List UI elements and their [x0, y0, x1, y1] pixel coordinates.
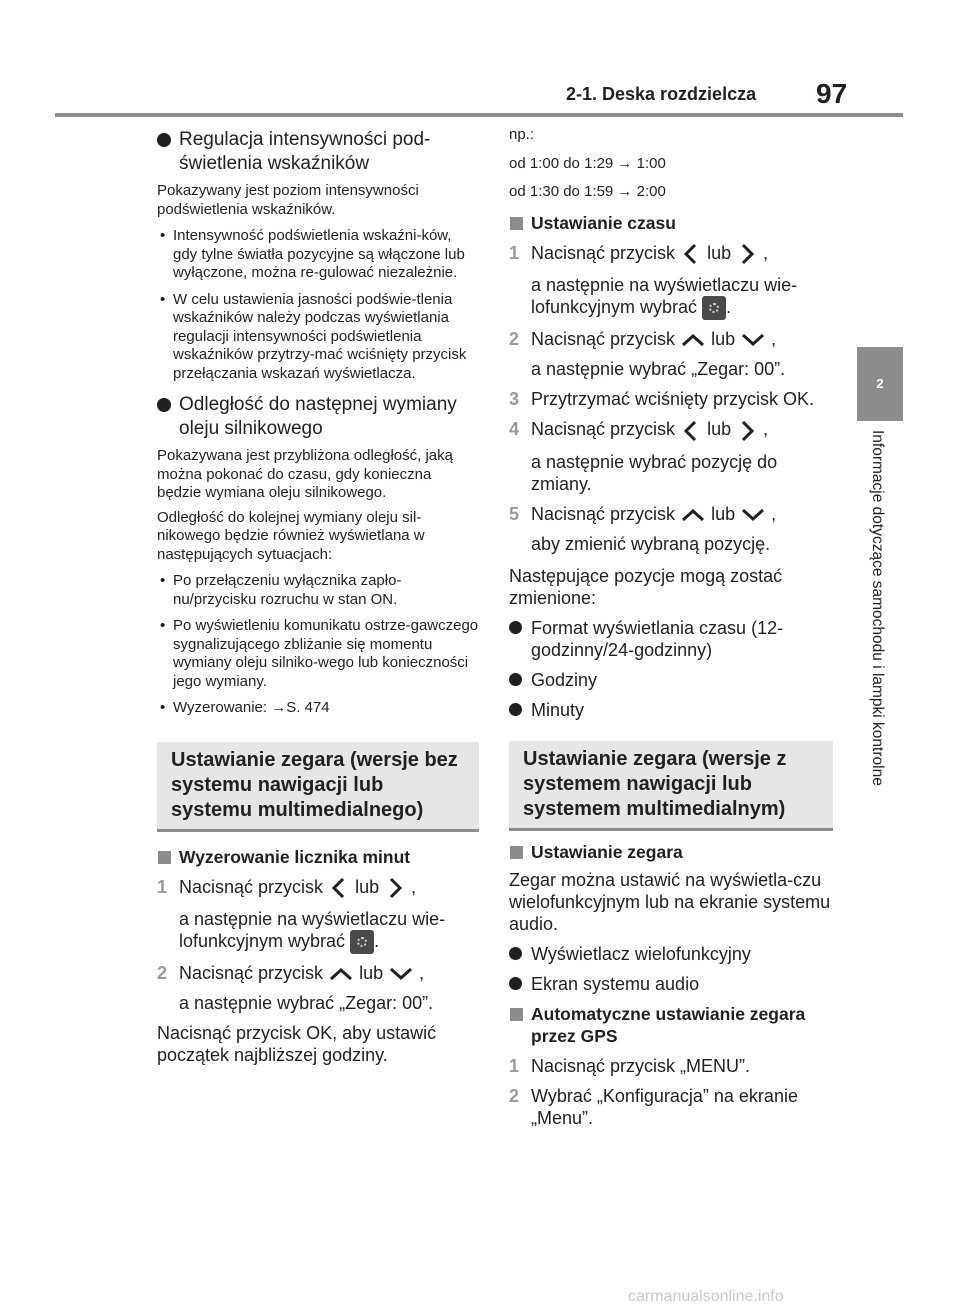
- subsection-heading: Ustawianie zegara: [509, 841, 833, 863]
- bullet-dot-icon: [509, 947, 522, 960]
- left-column: [157, 124, 479, 1066]
- step-continuation: a następnie wybrać „Zegar: 00”.: [531, 359, 786, 380]
- bullet-dot-icon: [157, 133, 171, 147]
- step-1: 1 Nacisnąć przycisk lub ,: [157, 876, 479, 900]
- chevron-down-icon: [740, 330, 766, 350]
- square-bullet-icon: [510, 846, 523, 859]
- step-2: 2 Nacisnąć przycisk lub ,: [509, 329, 777, 349]
- sub-bullet: • Po przełączeniu wyłącznika zapło-nu/przycisku rozruchu w stan ON.: [160, 572, 402, 608]
- paragraph: Następujące pozycje mogą zostać zmienione:: [509, 565, 783, 608]
- list-item: Wyświetlacz wielofunkcyjny: [509, 943, 833, 965]
- square-bullet-icon: [158, 851, 171, 864]
- chapter-side-label: Informacje dotyczące samochodu i lampki kontrolne: [869, 430, 886, 786]
- subsection-heading: Ustawianie czasu: [509, 212, 833, 234]
- section-heading-box: Ustawianie zegara (wersje z systemem nawigacji lub systemem multimedialnym): [509, 741, 833, 831]
- bullet-dot-icon: [509, 703, 522, 716]
- step-5: 5 Nacisnąć przycisk lub ,: [509, 503, 777, 524]
- paragraph: Pokazywany jest poziom intensywności podświetlenia wskaźników.: [157, 182, 419, 218]
- step-1: 1 Nacisnąć przycisk „MENU”.: [509, 1055, 751, 1076]
- step-continuation: a następnie na wyświetlaczu wie-lofunkcyjnym wybrać .: [509, 274, 833, 320]
- bullet-heading: Odległość do następnej wymiany oleju silnikowego: [157, 393, 479, 441]
- chevron-up-icon: [328, 964, 354, 984]
- chevron-right-icon: [736, 419, 758, 443]
- paragraph: Odległość do kolejnej wymiany oleju sil-nikowego będzie również wyświetlana w następujących sytuacjach:: [157, 508, 425, 563]
- chevron-down-icon: [388, 964, 414, 984]
- step-1: 1 Nacisnąć przycisk lub ,: [509, 242, 833, 266]
- step-continuation: a następnie na wyświetlaczu wie-lofunkcyjnym wybrać .: [157, 908, 479, 954]
- watermark: carmanualsonline.info: [628, 1288, 784, 1305]
- chevron-left-icon: [680, 242, 702, 266]
- page-number: 97: [816, 78, 848, 109]
- right-column: [509, 124, 833, 1129]
- step-continuation: a następnie wybrać „Zegar: 00”.: [179, 993, 434, 1014]
- paragraph: Pokazywana jest przybliżona odległość, jaką można pokonać do czasu, gdy konieczna będzie wymiana oleju silnikowego.: [157, 447, 453, 501]
- chapter-tab: 2: [857, 347, 903, 421]
- header-section-title: 2-1. Deska rozdzielcza: [566, 84, 757, 104]
- example-line: od 1:30 do 1:59 → 2:00: [509, 183, 666, 200]
- example-line: od 1:00 do 1:29 → 1:00: [509, 154, 666, 172]
- header-rule: [55, 113, 903, 117]
- chevron-right-icon: [384, 876, 406, 900]
- list-item: Ekran systemu audio: [509, 973, 833, 995]
- sub-bullet: • Po wyświetleniu komunikatu ostrze-gawczego sygnalizującego zbliżanie się momentu wymiany oleju silniko-wego lub konieczności jego wymiany.: [160, 617, 479, 690]
- chevron-up-icon: [680, 330, 706, 350]
- bullet-dot-icon: [509, 977, 522, 990]
- chevron-down-icon: [740, 505, 766, 525]
- chevron-left-icon: [680, 419, 702, 443]
- chevron-right-icon: [736, 242, 758, 266]
- square-bullet-icon: [510, 217, 523, 230]
- bullet-dot-icon: [509, 673, 522, 686]
- sub-bullet: • W celu ustawienia jasności podświe-tlenia wskaźników należy podczas wyświetlania regulacji intensywności podświetlenia wskaźników przytrzy-mać wciśnięty przycisk przełączania wskazań wyświetlacza.: [160, 290, 467, 382]
- chevron-left-icon: [328, 876, 350, 900]
- paragraph: Zegar można ustawić na wyświetla-czu wielofunkcyjnym lub na ekranie systemu audio.: [509, 869, 831, 934]
- bullet-heading: Regulacja intensywności pod-świetlenia wskaźników: [157, 128, 479, 176]
- settings-gear-icon: [350, 930, 374, 954]
- bullet-dot-icon: [157, 398, 171, 412]
- example-label: np.:: [509, 126, 535, 143]
- sub-bullet: • Wyzerowanie: →S. 474: [160, 699, 330, 716]
- sub-bullet: • Intensywność podświetlenia wskaźni-ków, gdy tylne światła pozycyjne są włączone lub wyłączone, można re-gulować niezależnie.: [160, 227, 465, 281]
- list-item: Format wyświetlania czasu (12-godzinny/24-godzinny): [509, 617, 833, 661]
- paragraph: Nacisnąć przycisk OK, aby ustawić początek najbliższej godziny.: [157, 1023, 437, 1066]
- subsection-heading: Wyzerowanie licznika minut: [157, 846, 479, 868]
- ok-button-glyph: OK: [306, 1023, 333, 1044]
- list-item: Minuty: [509, 699, 833, 721]
- ok-button-glyph: OK: [783, 389, 810, 410]
- settings-gear-icon: [702, 296, 726, 320]
- section-heading-box: Ustawianie zegara (wersje bez systemu nawigacji lub systemu multimedialnego): [157, 742, 479, 832]
- step-continuation: aby zmienić wybraną pozycję.: [531, 533, 771, 554]
- list-item: Godziny: [509, 669, 833, 691]
- step-4: 4 Nacisnąć przycisk lub ,: [509, 418, 833, 442]
- chevron-up-icon: [680, 505, 706, 525]
- step-2: 2 Wybrać „Konfiguracja” na ekranie „Menu”.: [509, 1085, 798, 1128]
- square-bullet-icon: [510, 1008, 523, 1021]
- step-2: 2 Nacisnąć przycisk lub ,: [157, 963, 425, 983]
- subsection-heading: Automatyczne ustawianie zegara przez GPS: [509, 1003, 833, 1047]
- step-3: 3 Przytrzymać wciśnięty przycisk OK.: [509, 389, 815, 410]
- step-continuation: a następnie wybrać pozycję do zmiany.: [531, 451, 778, 494]
- bullet-dot-icon: [509, 621, 522, 634]
